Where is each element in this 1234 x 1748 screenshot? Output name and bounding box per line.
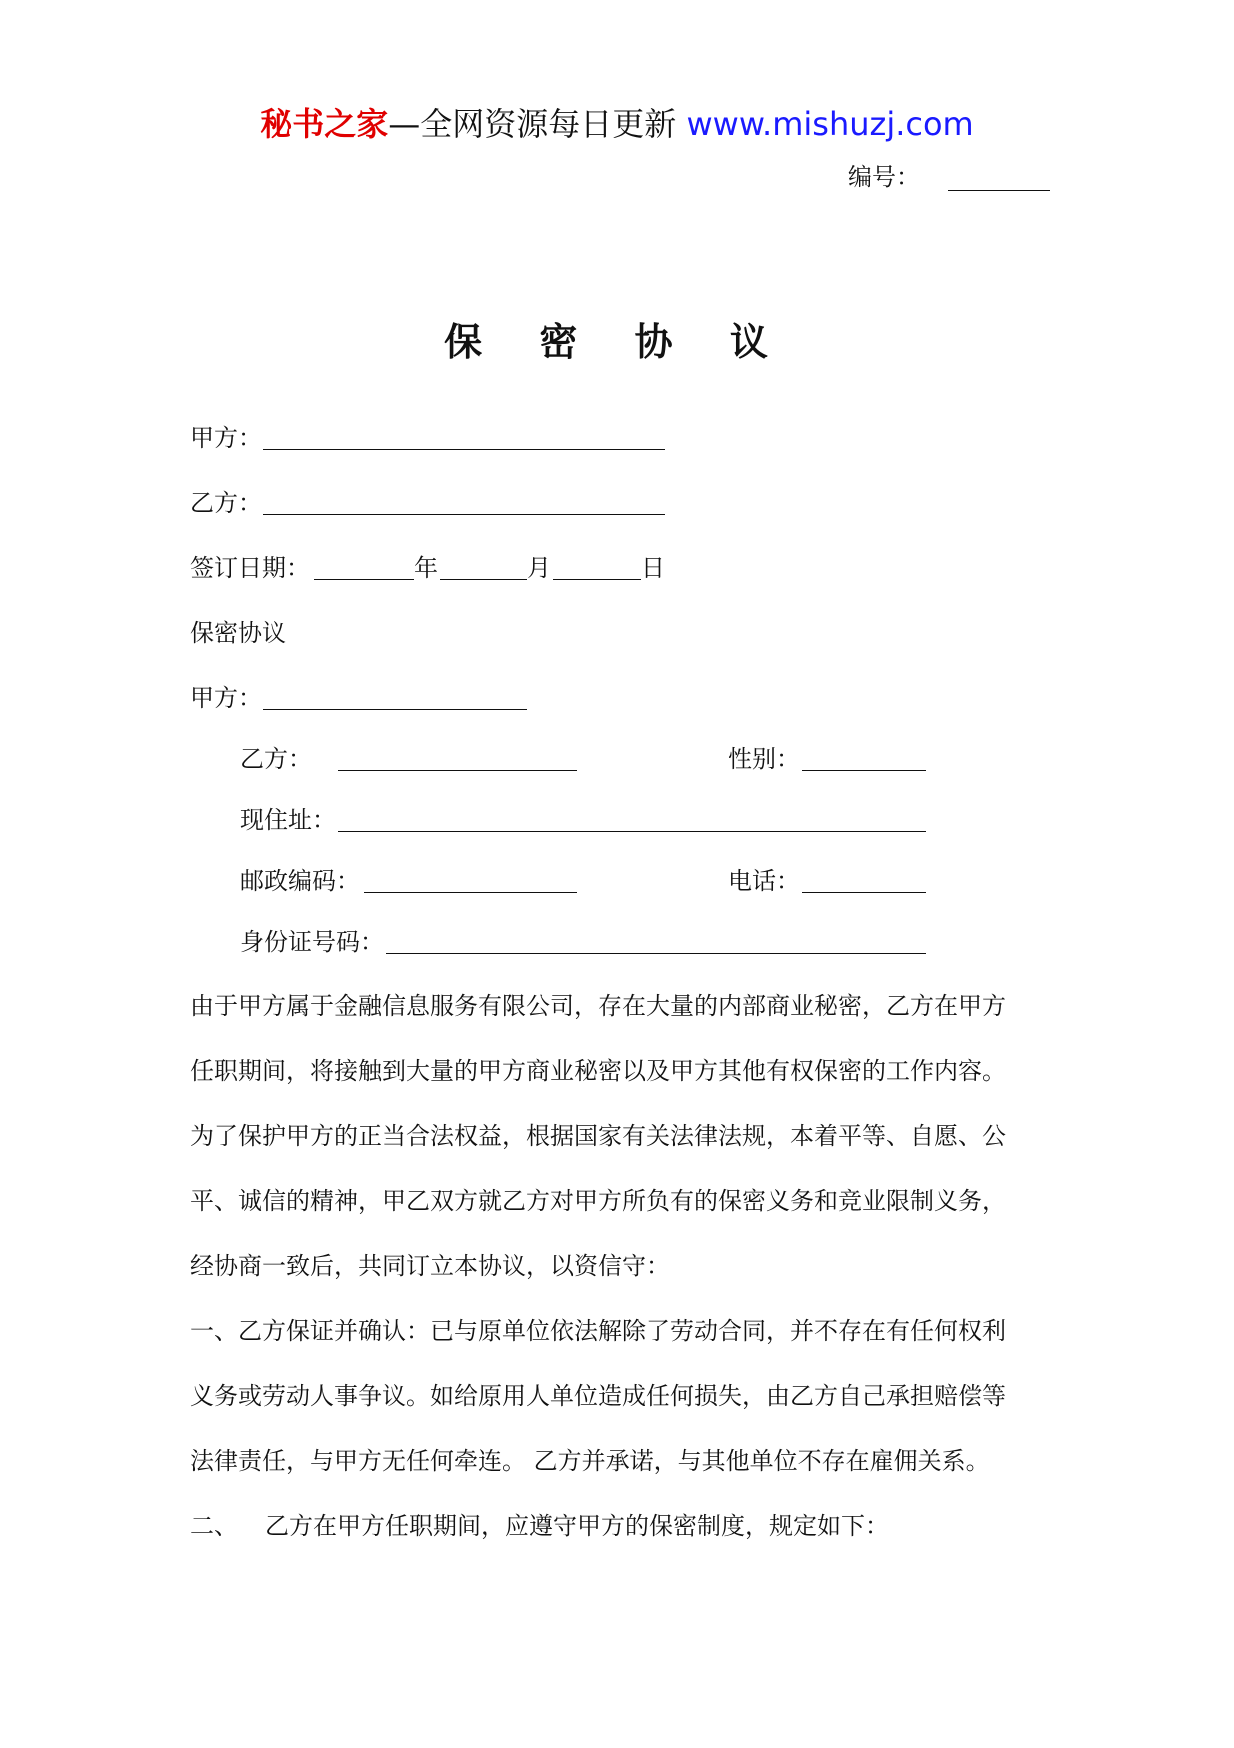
- body-line: 经协商一致后，共同订立本协议，以资信守：: [190, 1252, 670, 1280]
- party-b-label: 乙方：: [190, 489, 262, 517]
- body-line: 任职期间，将接触到大量的甲方商业秘密以及甲方其他有权保密的工作内容。: [190, 1057, 1006, 1085]
- field-address-blank: [338, 831, 926, 832]
- party-a-blank-2: [263, 709, 527, 710]
- banner-brand: 秘书之家: [260, 105, 389, 143]
- field-gender-label: 性别：: [728, 745, 800, 773]
- field-phone-label: 电话：: [728, 867, 800, 895]
- field-postcode-blank: [364, 892, 577, 893]
- field-party-b-blank: [338, 770, 577, 771]
- body-line: 由于甲方属于金融信息服务有限公司，存在大量的内部商业秘密，乙方在甲方: [190, 992, 1006, 1020]
- sign-day-blank: [553, 579, 641, 580]
- banner-url[interactable]: www.mishuzj.com: [686, 105, 974, 143]
- body-line: 义务或劳动人事争议。如给原用人单位造成任何损失，由乙方自己承担赔偿等: [190, 1382, 1006, 1410]
- field-party-b-label: 乙方：: [240, 745, 312, 773]
- field-gender-blank: [802, 770, 926, 771]
- party-a-label-2: 甲方：: [190, 684, 262, 712]
- sign-date-label: 签订日期：: [190, 554, 310, 582]
- party-a-blank: [263, 449, 665, 450]
- banner-tagline: —全网资源每日更新: [388, 105, 687, 143]
- body-line: 为了保护甲方的正当合法权益，根据国家有关法律法规，本着平等、自愿、公: [190, 1122, 1006, 1150]
- field-postcode-label: 邮政编码：: [240, 867, 360, 895]
- field-address-label: 现住址：: [240, 806, 336, 834]
- body-line: 平、诚信的精神，甲乙双方就乙方对甲方所负有的保密义务和竞业限制义务，: [190, 1187, 1006, 1215]
- section-two-text: 乙方在甲方任职期间，应遵守甲方的保密制度，规定如下：: [265, 1512, 889, 1540]
- sign-month-blank: [440, 579, 527, 580]
- field-phone-blank: [802, 892, 926, 893]
- agreement-subtitle: 保密协议: [190, 619, 286, 647]
- party-b-blank: [263, 514, 665, 515]
- party-a-label: 甲方：: [190, 424, 262, 452]
- field-id-number-label: 身份证号码：: [240, 928, 384, 956]
- section-two-number: 二、: [190, 1512, 238, 1540]
- field-id-number-blank: [386, 953, 926, 954]
- sign-year-unit: 年: [414, 554, 438, 582]
- body-line: 法律责任，与甲方无任何牵连。 乙方并承诺，与其他单位不存在雇佣关系。: [190, 1447, 990, 1475]
- document-title: 保 密 协 议: [444, 319, 790, 364]
- sign-year-blank: [314, 579, 414, 580]
- sign-month-unit: 月: [527, 554, 551, 582]
- site-banner: [0, 102, 1234, 146]
- serial-label: 编号：: [848, 163, 920, 191]
- serial-blank: [948, 190, 1050, 191]
- sign-day-unit: 日: [641, 554, 665, 582]
- body-line: 一、乙方保证并确认：已与原单位依法解除了劳动合同，并不存在有任何权利: [190, 1317, 1006, 1345]
